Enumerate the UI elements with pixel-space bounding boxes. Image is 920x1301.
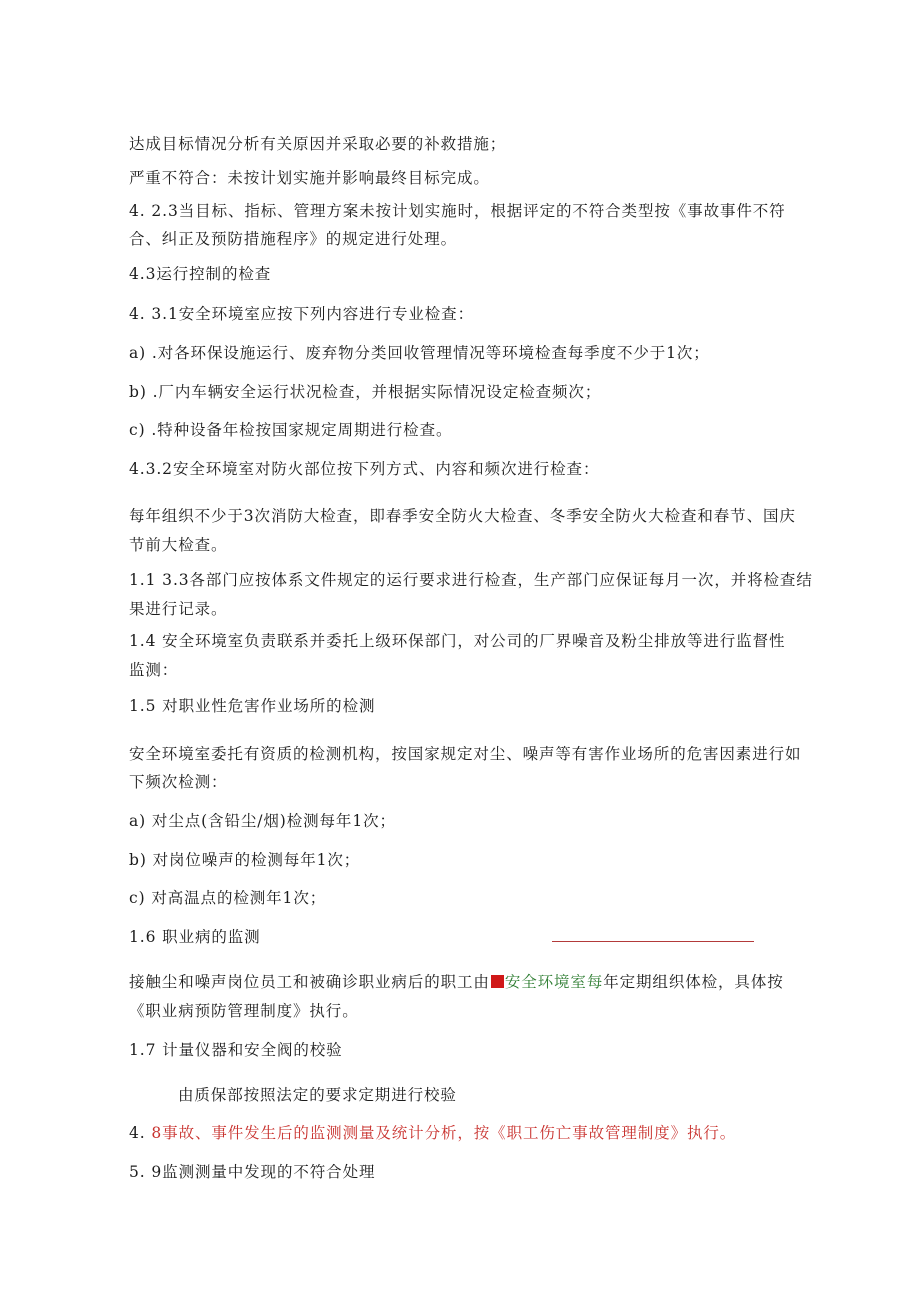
- text-line: 下频次检测：: [129, 773, 228, 791]
- red-marker-icon: [491, 975, 504, 988]
- text-line: 严重不符合：未按计划实施并影响最终目标完成。: [129, 169, 490, 187]
- text-line: 果进行记录。: [129, 600, 228, 618]
- list-item: b) .厂内车辆安全运行状况检查，并根据实际情况设定检查频次；: [129, 383, 602, 401]
- text-line: [129, 1123, 736, 1143]
- text-line: 由质保部按照法定的要求定期进行校验: [178, 1086, 457, 1104]
- text-line: 1.4 安全环境室负责联系并委托上级环保部门，对公司的厂界噪音及粉尘排放等进行监督性: [129, 632, 786, 650]
- list-item: b) 对岗位噪声的检测每年1次；: [129, 851, 361, 869]
- text-line: 1.5 对职业性危害作业场所的检测: [129, 697, 376, 715]
- text-line: 监测：: [129, 661, 179, 679]
- text-line: 合、纠正及预防措施程序》的规定进行处理。: [129, 230, 458, 248]
- text-line: 《职业病预防管理制度》执行。: [129, 1002, 359, 1020]
- text-line: 4. 3.1安全环境室应按下列内容进行专业检查：: [129, 305, 474, 323]
- list-item: a) 对尘点(含铅尘/烟)检测每年1次；: [129, 812, 396, 830]
- line-text: 年定期组织体检，具体按: [603, 973, 784, 991]
- text-line: 4.3.2安全环境室对防火部位按下列方式、内容和频次进行检查：: [129, 460, 600, 478]
- red-underline: [552, 941, 754, 942]
- text-line: 每年组织不少于3次消防大检查，即春季安全防火大检查、冬季安全防火大检查和春节、国庆: [129, 507, 796, 525]
- list-item: c) .特种设备年检按国家规定周期进行检查。: [129, 421, 453, 439]
- highlighted-text: 安全环境室每: [504, 973, 604, 991]
- line-number: 4.: [129, 1124, 152, 1142]
- list-item: a) .对各环保设施运行、废弃物分类回收管理情况等环境检查每季度不少于1次；: [129, 344, 710, 362]
- text-line: 安全环境室委托有资质的检测机构，按国家规定对尘、噪声等有害作业场所的危害因素进行如: [129, 745, 802, 763]
- section-heading: 4.3运行控制的检查: [129, 265, 272, 283]
- text-line: 5. 9监测测量中发现的不符合处理: [129, 1163, 376, 1181]
- text-line: 1.6 职业病的监测: [129, 928, 261, 946]
- text-line: 4. 2.3当目标、指标、管理方案未按计划实施时，根据评定的不符合类型按《事故事件不符: [129, 202, 786, 220]
- text-line: [129, 972, 784, 992]
- list-item: c) 对高温点的检测年1次；: [129, 889, 327, 907]
- text-line: 达成目标情况分析有关原因并采取必要的补救措施；: [129, 135, 507, 153]
- red-text: 8事故、事件发生后的监测测量及统计分析，按《职工伤亡事故管理制度》执行。: [151, 1124, 737, 1142]
- text-line: 节前大检查。: [129, 536, 228, 554]
- line-text: 接触尘和噪声岗位员工和被确诊职业病后的职工由: [129, 973, 490, 991]
- text-line: 1.7 计量仪器和安全阀的校验: [129, 1041, 343, 1059]
- text-line: 1.1 3.3各部门应按体系文件规定的运行要求进行检查，生产部门应保证每月一次，并将检查结: [129, 571, 813, 589]
